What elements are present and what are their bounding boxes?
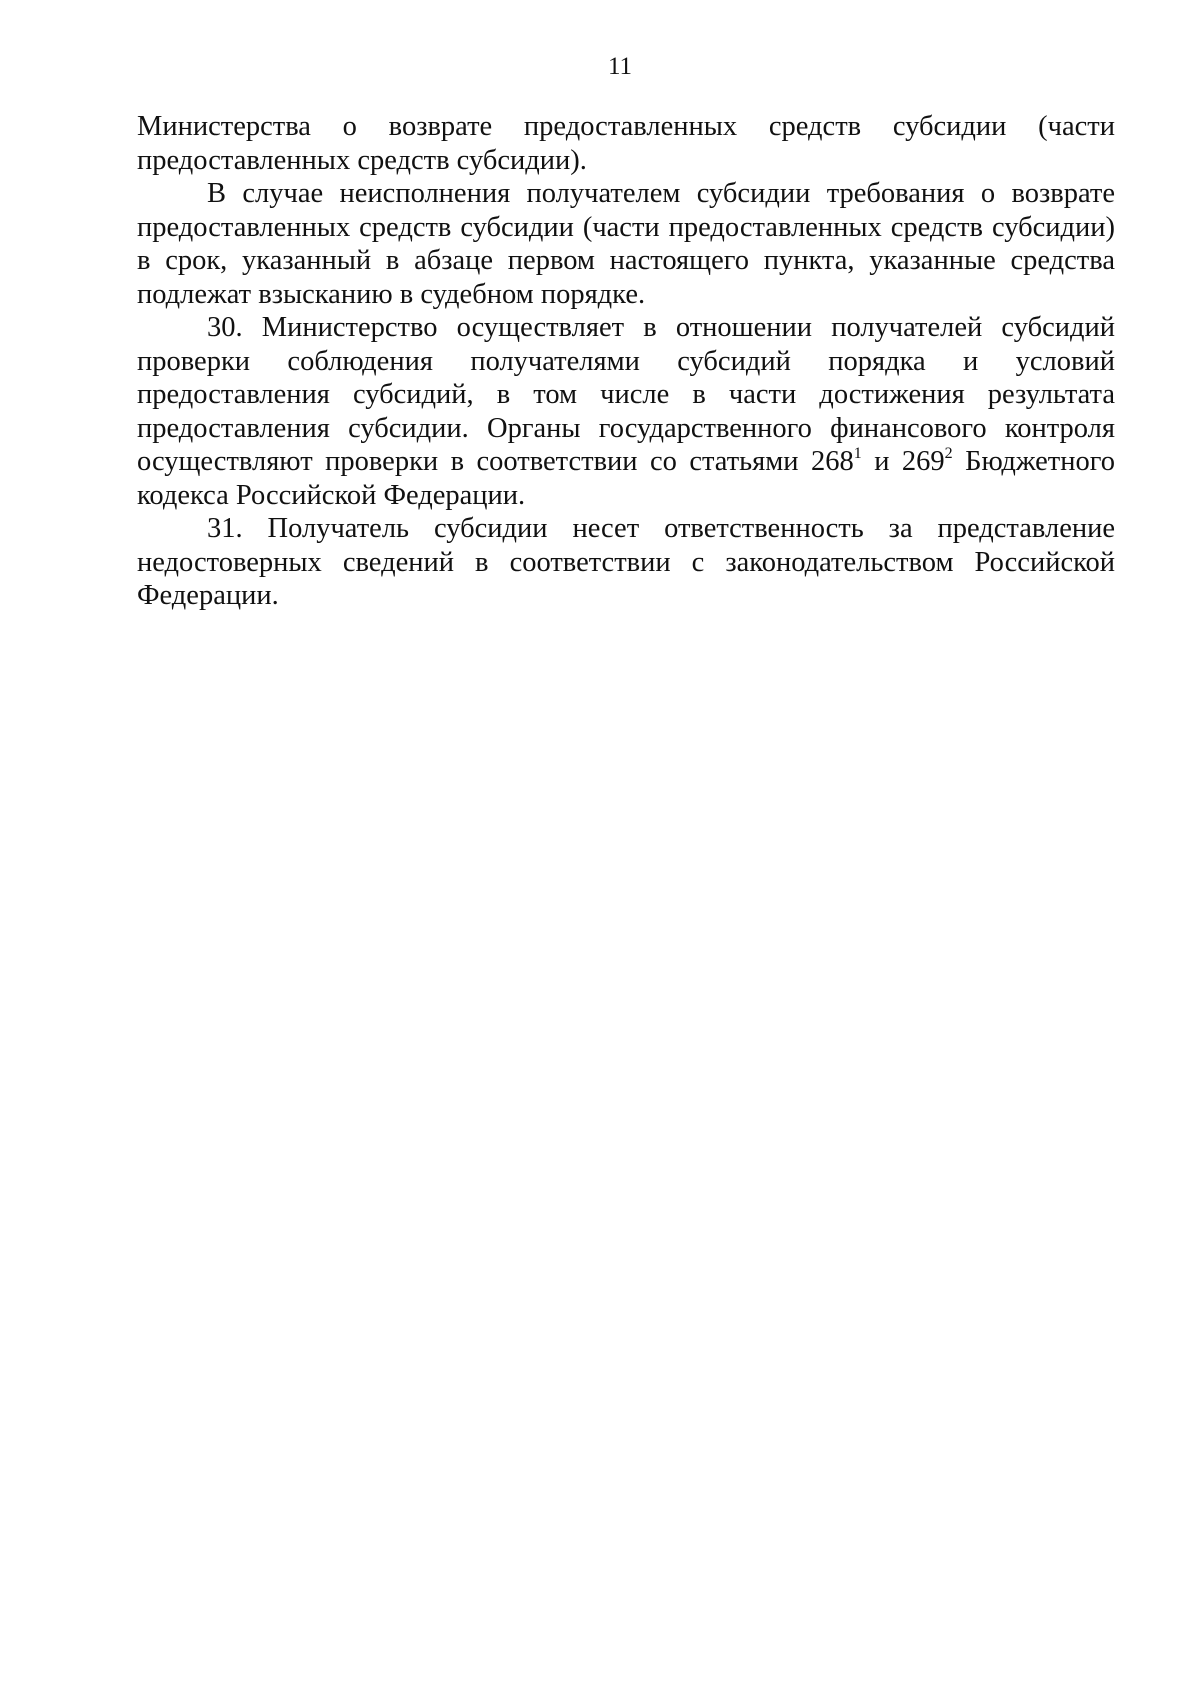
text-line: Федерации. — [137, 580, 279, 611]
text-line-with-article-refs — [137, 445, 1115, 479]
text-line: в срок, указанный в абзаце первом настоящего пункта, указанные средства — [137, 245, 1115, 276]
superscript: 1 — [853, 445, 862, 462]
text-line: Министерства о возврате предоставленных средств субсидии (части — [137, 111, 1115, 142]
text-line: предоставления субсидии. Органы государственного финансового контроля — [137, 412, 1115, 444]
text-segment: осуществляют проверки в соответствии со статьями 268 — [137, 446, 854, 477]
text-segment: Бюджетного — [952, 446, 1115, 477]
text-segment: и 269 — [861, 446, 945, 477]
text-line: 31. Получатель субсидии несет ответственность за представление — [207, 513, 1115, 544]
paragraph-court-recovery — [137, 177, 1115, 311]
paragraph-30-inspections — [137, 311, 1115, 512]
text-line: предоставления субсидий, в том числе в части достижения результата — [137, 379, 1115, 410]
text-line: подлежат взысканию в судебном порядке. — [137, 278, 646, 310]
text-line: недостоверных сведений в соответствии с законодательством Российской — [137, 546, 1115, 578]
text-line: В случае неисполнения получателем субсидии требования о возврате — [207, 178, 1115, 209]
text-line: проверки соблюдения получателями субсидий порядка и условий — [137, 345, 1115, 377]
paragraph-31-responsibility — [137, 512, 1115, 613]
paragraph-return-demand — [137, 110, 1115, 177]
text-line: кодекса Российской Федерации. — [137, 479, 526, 511]
text-line: предоставленных средств субсидии). — [137, 144, 587, 176]
superscript: 2 — [944, 445, 953, 462]
text-line: предоставленных средств субсидии (части предоставленных средств субсидии) — [137, 211, 1115, 243]
document-body — [137, 110, 1115, 613]
text-line: 30. Министерство осуществляет в отношении получателей субсидий — [207, 312, 1115, 343]
page-number: 11 — [607, 53, 633, 80]
